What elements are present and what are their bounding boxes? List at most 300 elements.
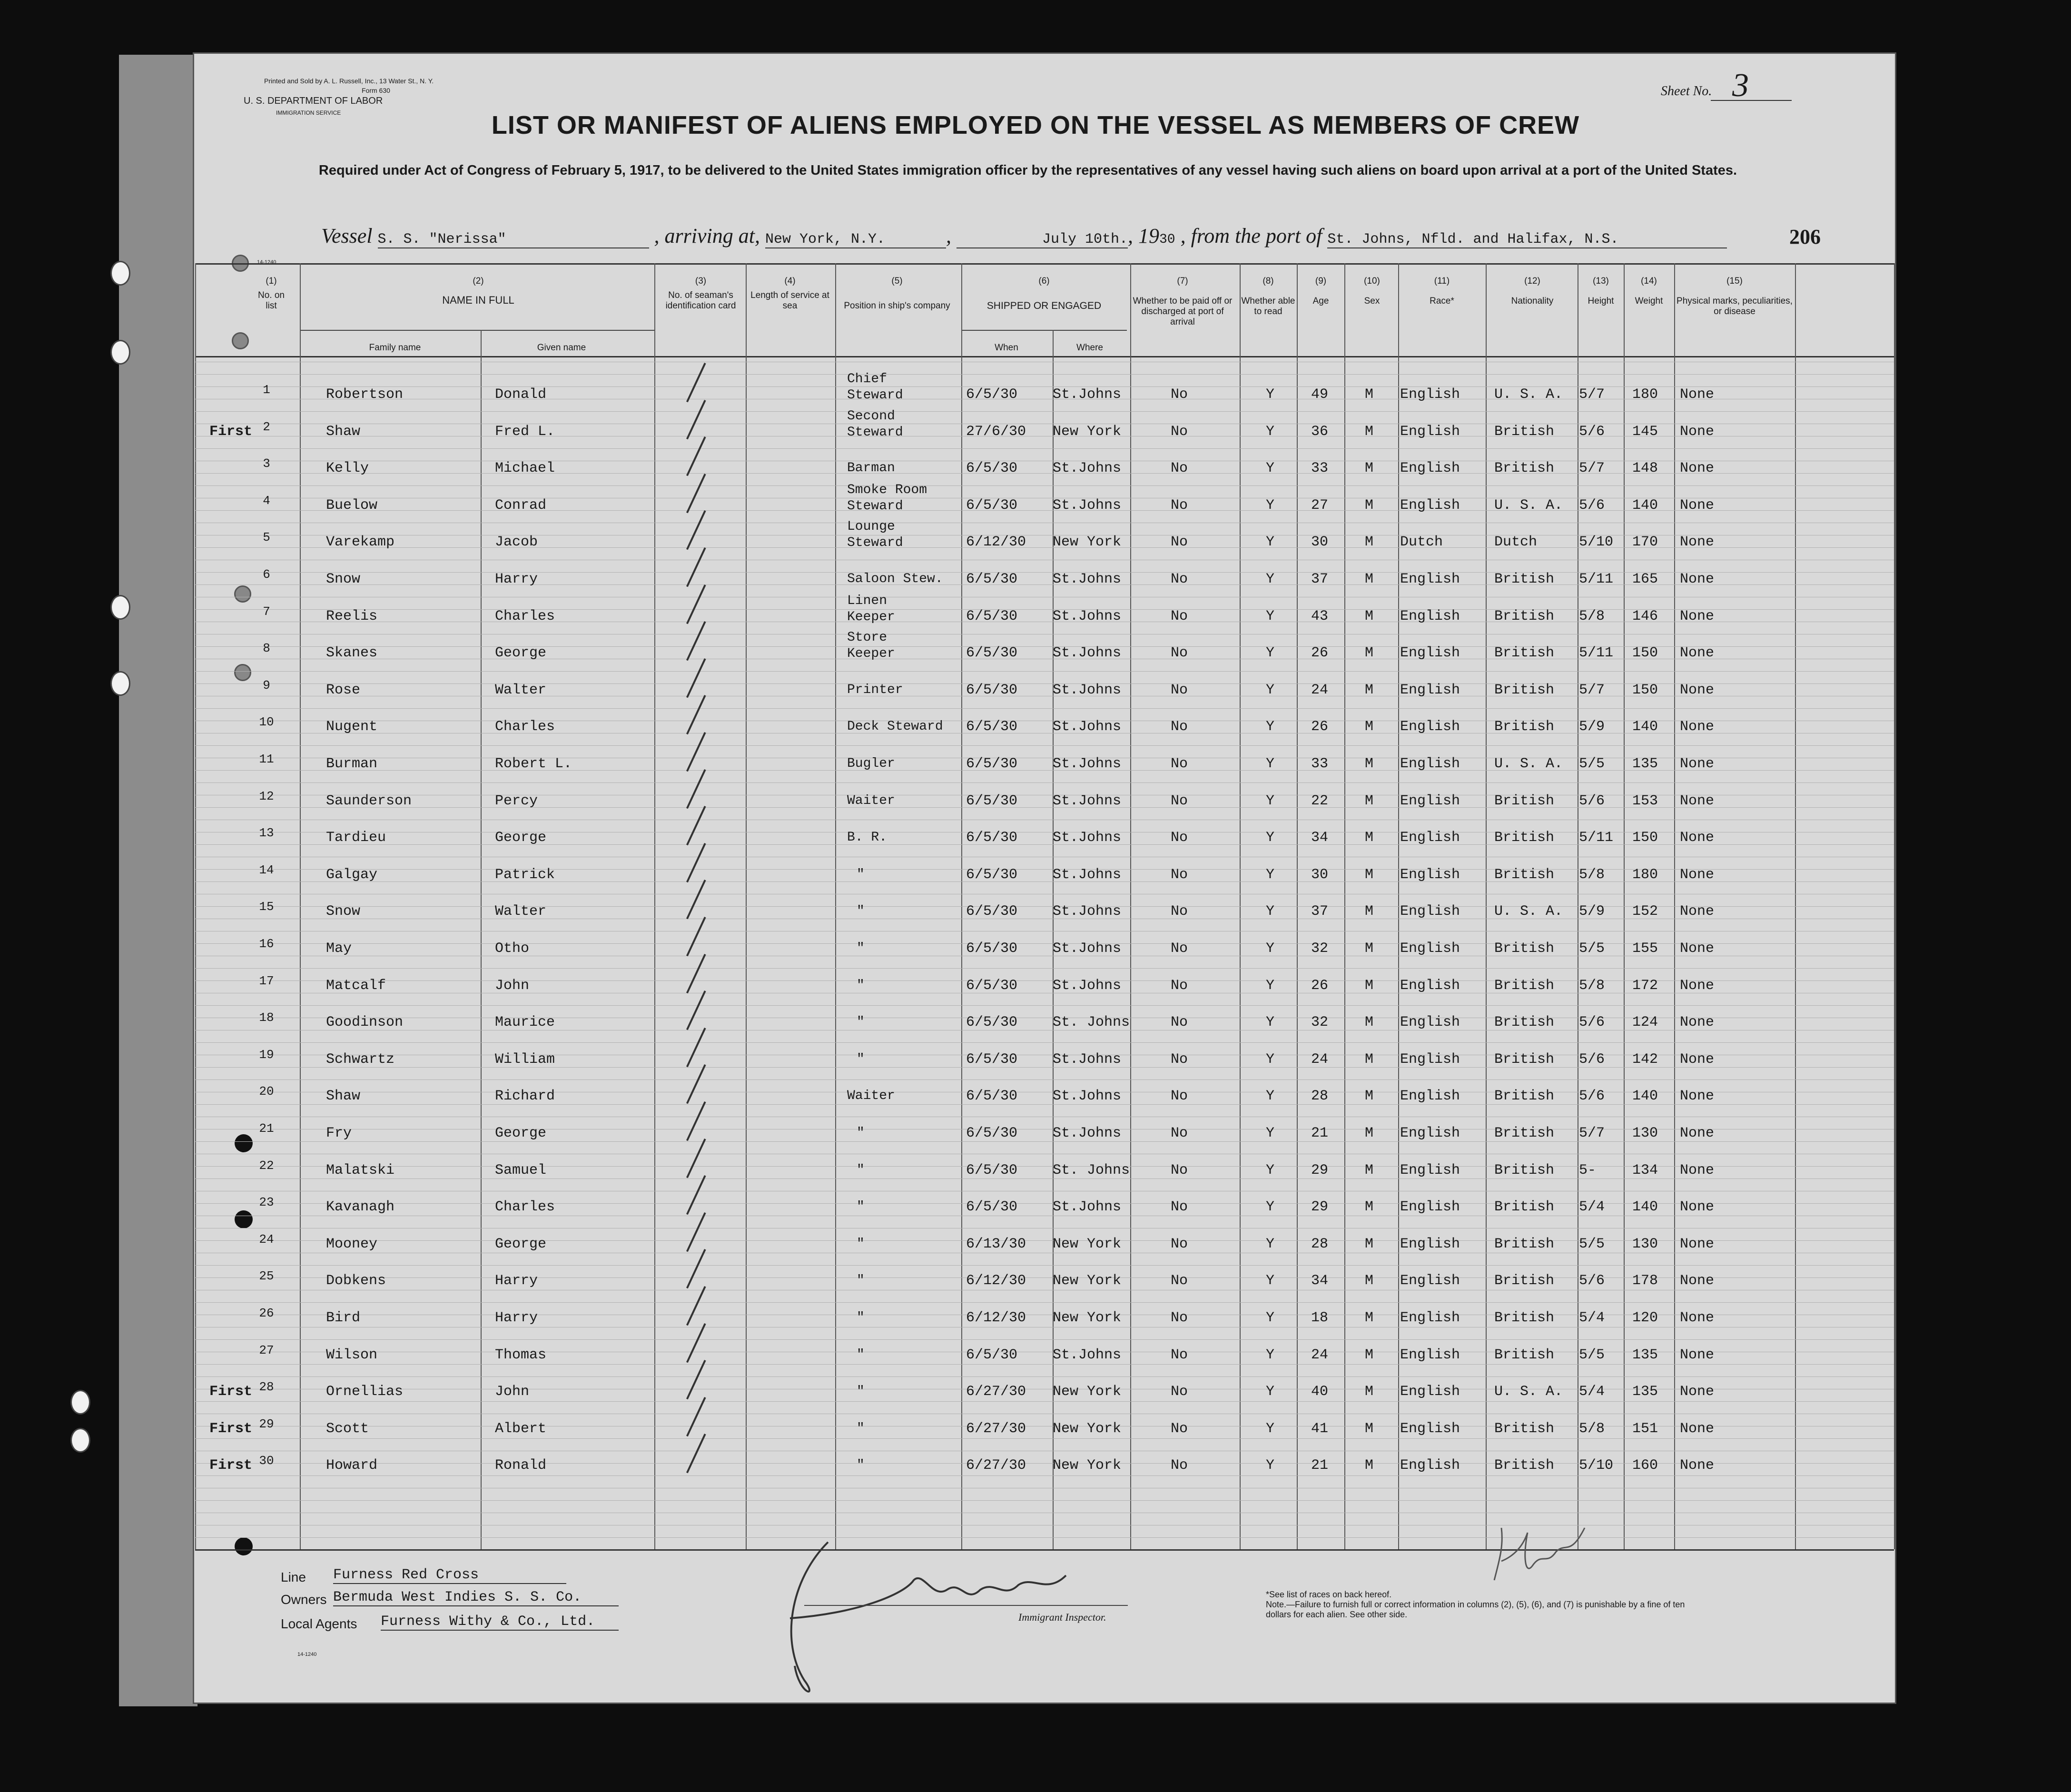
position-in-company: [847, 371, 903, 404]
local-agents-value: Furness Withy & Co., Ltd.: [381, 1614, 619, 1631]
given-name: Harry: [495, 571, 538, 587]
sex: M: [1365, 1420, 1374, 1437]
able-to-read: Y: [1266, 1236, 1275, 1252]
shipped-where: New York: [1053, 1384, 1122, 1400]
nationality: U. S. A.: [1494, 497, 1563, 514]
race: English: [1400, 1236, 1460, 1252]
given-name: Albert: [495, 1420, 547, 1437]
shipped-where: New York: [1053, 1236, 1122, 1252]
physical-marks: None: [1680, 1199, 1715, 1216]
position-in-company: [847, 1199, 865, 1215]
departure-port: St. Johns, Nfld. and Halifax, N.S.: [1327, 231, 1727, 248]
arrival-port: New York, N.Y.: [765, 231, 946, 248]
height: 5/6: [1579, 1273, 1605, 1289]
ruled-line: [195, 708, 1894, 709]
family-name: Buelow: [326, 497, 378, 514]
able-to-read: Y: [1266, 571, 1275, 587]
paid-off: No: [1171, 1273, 1188, 1289]
age: 22: [1311, 792, 1329, 809]
position-in-company: [847, 941, 865, 957]
sex: M: [1365, 682, 1374, 698]
position-in-company: [847, 867, 865, 883]
nationality: British: [1494, 1346, 1555, 1363]
binder-hole: [110, 595, 130, 620]
paid-off: No: [1171, 1051, 1188, 1068]
position-in-company: [847, 756, 895, 772]
race: English: [1400, 1384, 1460, 1400]
race: English: [1400, 830, 1460, 846]
punch-mark: [232, 332, 249, 349]
position-line-2: ": [857, 1015, 865, 1030]
sex: M: [1365, 1236, 1374, 1252]
shipped-when: 6/12/30: [966, 1273, 1026, 1289]
family-name: Nugent: [326, 719, 378, 735]
position-line-2: Bugler: [847, 756, 895, 771]
sheet-number: 3: [1732, 67, 1749, 104]
shipped-where-header: Where: [1076, 343, 1103, 353]
family-name: Dobkens: [326, 1273, 386, 1289]
shipped-where: St.Johns: [1053, 941, 1122, 957]
physical-marks: None: [1680, 534, 1715, 551]
sex: M: [1365, 645, 1374, 662]
paid-off: No: [1171, 941, 1188, 957]
table-header-border: [195, 356, 1894, 357]
row-number: 23: [259, 1195, 274, 1210]
shipped-where: St.Johns: [1053, 1125, 1122, 1141]
nationality: British: [1494, 941, 1555, 957]
age: 24: [1311, 682, 1329, 698]
race: English: [1400, 682, 1460, 698]
given-name: Patrick: [495, 866, 555, 883]
physical-marks: None: [1680, 1236, 1715, 1252]
able-to-read: Y: [1266, 682, 1275, 698]
binder-hole: [110, 340, 130, 365]
shipped-where: St.Johns: [1053, 1051, 1122, 1068]
position-line-2: Deck Steward: [847, 719, 943, 734]
line-value: Furness Red Cross: [333, 1567, 566, 1584]
nationality: British: [1494, 1420, 1555, 1437]
race: English: [1400, 1310, 1460, 1326]
given-name: Charles: [495, 608, 555, 624]
ruled-line: [195, 782, 1894, 783]
weight: 134: [1632, 1162, 1658, 1178]
family-name: Robertson: [326, 386, 404, 403]
height: 5/4: [1579, 1384, 1605, 1400]
position-in-company: [847, 460, 895, 476]
family-name: Kelly: [326, 460, 369, 477]
position-line-1: Smoke Room: [847, 482, 927, 497]
family-name: Malatski: [326, 1162, 395, 1178]
family-name: Snow: [326, 903, 361, 920]
race: English: [1400, 1457, 1460, 1474]
family-name: Rose: [326, 682, 361, 698]
shipped-when: 27/6/30: [966, 423, 1026, 440]
ruled-line: [195, 1438, 1894, 1439]
position-line-2: ": [857, 1162, 865, 1178]
able-to-read: Y: [1266, 1199, 1275, 1216]
physical-marks: None: [1680, 386, 1715, 403]
age: 18: [1311, 1310, 1329, 1326]
shipped-where: St.Johns: [1053, 903, 1122, 920]
vessel-line: Vessel S. S. "Nerissa" , arriving at, New York, N.Y. , July 10th., 1930 , from the port of St. Johns, Nfld. and Halifax, N.S.: [321, 224, 1727, 248]
physical-marks: None: [1680, 903, 1715, 920]
able-to-read: Y: [1266, 1310, 1275, 1326]
col12-header: (12) Nationality: [1511, 276, 1554, 306]
given-name: Donald: [495, 386, 547, 403]
able-to-read: Y: [1266, 497, 1275, 514]
row-number: 29: [259, 1416, 274, 1431]
race: English: [1400, 719, 1460, 735]
able-to-read: Y: [1266, 941, 1275, 957]
given-name: Thomas: [495, 1346, 547, 1363]
ruled-line: [195, 485, 1894, 486]
position-in-company: [847, 793, 895, 809]
sex: M: [1365, 386, 1374, 403]
paid-off: No: [1171, 423, 1188, 440]
given-name: Conrad: [495, 497, 547, 514]
physical-marks: None: [1680, 1014, 1715, 1031]
paid-off: No: [1171, 645, 1188, 662]
position-line-1: Linen: [847, 593, 888, 608]
shipped-when: 6/5/30: [966, 977, 1018, 994]
nationality: British: [1494, 977, 1555, 994]
paid-off: No: [1171, 830, 1188, 846]
age: 21: [1311, 1125, 1329, 1141]
position-in-company: [847, 1457, 865, 1474]
height: 5/5: [1579, 756, 1605, 772]
sex: M: [1365, 571, 1374, 587]
paid-off: No: [1171, 756, 1188, 772]
row-number: 26: [259, 1306, 274, 1320]
age: 21: [1311, 1457, 1329, 1474]
position-in-company: [847, 1088, 895, 1104]
race: English: [1400, 866, 1460, 883]
sex: M: [1365, 1125, 1374, 1141]
footnote: [1266, 1590, 1694, 1620]
position-line-2: Saloon Stew.: [847, 572, 943, 586]
position-in-company: [847, 519, 903, 551]
physical-marks: None: [1680, 423, 1715, 440]
from-label: , from the port of: [1180, 224, 1322, 248]
race: English: [1400, 423, 1460, 440]
given-name: Otho: [495, 941, 530, 957]
col11-header: (11) Race*: [1430, 276, 1454, 306]
position-line-2: ": [857, 978, 865, 993]
age: 26: [1311, 645, 1329, 662]
shipped-when: 6/27/30: [966, 1420, 1026, 1437]
nationality: British: [1494, 1273, 1555, 1289]
department-name: U. S. DEPARTMENT OF LABOR: [244, 96, 383, 106]
height: 5/7: [1579, 386, 1605, 403]
height: 5/6: [1579, 1051, 1605, 1068]
able-to-read: Y: [1266, 1457, 1275, 1474]
weight: 135: [1632, 756, 1658, 772]
family-name: Saunderson: [326, 792, 412, 809]
shipped-when: 6/5/30: [966, 903, 1018, 920]
position-line-2: ": [857, 1310, 865, 1325]
position-line-2: ": [857, 1458, 865, 1473]
given-name: Robert L.: [495, 756, 572, 772]
age: 43: [1311, 608, 1329, 624]
weight: 145: [1632, 423, 1658, 440]
shipped-when: 6/5/30: [966, 497, 1018, 514]
row-number: 6: [263, 567, 270, 582]
paid-off: No: [1171, 903, 1188, 920]
shipped-where: St.Johns: [1053, 1088, 1122, 1105]
age: 26: [1311, 977, 1329, 994]
able-to-read: Y: [1266, 460, 1275, 477]
sex: M: [1365, 756, 1374, 772]
weight: 160: [1632, 1457, 1658, 1474]
row-number: 10: [259, 715, 274, 730]
form-number: Form 630: [362, 87, 390, 94]
height: 5/9: [1579, 903, 1605, 920]
ruled-line: [195, 1141, 1894, 1142]
row-number: 4: [263, 493, 270, 508]
weight: 146: [1632, 608, 1658, 624]
ruled-line: [195, 1079, 1894, 1080]
nationality: British: [1494, 1199, 1555, 1216]
nationality: British: [1494, 830, 1555, 846]
nationality: British: [1494, 645, 1555, 662]
height: 5/6: [1579, 1088, 1605, 1105]
shipped-when: 6/5/30: [966, 645, 1018, 662]
shipped-when: 6/5/30: [966, 719, 1018, 735]
margin-note: First: [209, 1420, 253, 1437]
ruled-line: [195, 411, 1894, 412]
shipped-where: St.Johns: [1053, 1199, 1122, 1216]
physical-marks: None: [1680, 719, 1715, 735]
nationality: U. S. A.: [1494, 756, 1563, 772]
nationality: British: [1494, 1051, 1555, 1068]
able-to-read: Y: [1266, 1384, 1275, 1400]
ruled-line: [195, 968, 1894, 969]
family-name: Tardieu: [326, 830, 386, 846]
family-name: Goodinson: [326, 1014, 404, 1031]
physical-marks: None: [1680, 866, 1715, 883]
physical-marks: None: [1680, 1088, 1715, 1105]
year-suffix: 30: [1159, 232, 1175, 247]
column-rule: [481, 330, 482, 1549]
paid-off: No: [1171, 1420, 1188, 1437]
family-name: May: [326, 941, 352, 957]
page-stamp-number: 206: [1789, 225, 1821, 248]
shipped-when: 6/5/30: [966, 756, 1018, 772]
position-in-company: [847, 719, 943, 735]
height: 5/11: [1579, 645, 1614, 662]
position-line-2: ": [857, 1236, 865, 1251]
paid-off: No: [1171, 792, 1188, 809]
paid-off: No: [1171, 1384, 1188, 1400]
able-to-read: Y: [1266, 386, 1275, 403]
physical-marks: None: [1680, 682, 1715, 698]
physical-marks: None: [1680, 1420, 1715, 1437]
ruled-line: [195, 671, 1894, 672]
shipped-where: New York: [1053, 1310, 1122, 1326]
position-in-company: [847, 682, 903, 698]
age: 34: [1311, 830, 1329, 846]
race: English: [1400, 1162, 1460, 1178]
ruled-line: [195, 1500, 1894, 1501]
sex: M: [1365, 1088, 1374, 1105]
nationality: British: [1494, 571, 1555, 587]
height: 5/8: [1579, 1420, 1605, 1437]
age: 26: [1311, 719, 1329, 735]
weight: 142: [1632, 1051, 1658, 1068]
row-number: 3: [263, 456, 270, 471]
able-to-read: Y: [1266, 1162, 1275, 1178]
position-line-2: ": [857, 941, 865, 956]
physical-marks: None: [1680, 1051, 1715, 1068]
family-name-header: Family name: [369, 343, 421, 353]
nationality: British: [1494, 682, 1555, 698]
ruled-line: [195, 1178, 1894, 1179]
height: 5/7: [1579, 1125, 1605, 1141]
sheet-underline: [1711, 100, 1792, 101]
sex: M: [1365, 830, 1374, 846]
nationality: U. S. A.: [1494, 386, 1563, 403]
position-in-company: [847, 1273, 865, 1289]
given-name: Harry: [495, 1273, 538, 1289]
row-number: 25: [259, 1269, 274, 1284]
physical-marks: None: [1680, 1384, 1715, 1400]
physical-marks: None: [1680, 756, 1715, 772]
family-name: Kavanagh: [326, 1199, 395, 1216]
height: 5/8: [1579, 608, 1605, 624]
paid-off: No: [1171, 1346, 1188, 1363]
weight: 151: [1632, 1420, 1658, 1437]
shipped-subheader-rule: [961, 330, 1127, 331]
race: English: [1400, 1273, 1460, 1289]
family-name: Wilson: [326, 1346, 378, 1363]
row-number: 11: [259, 752, 274, 766]
nationality: British: [1494, 1125, 1555, 1141]
vessel-name: S. S. "Nerissa": [378, 231, 649, 248]
physical-marks: None: [1680, 497, 1715, 514]
shipped-where: New York: [1053, 423, 1122, 440]
nationality: British: [1494, 1457, 1555, 1474]
position-line-2: Keeper: [847, 646, 895, 662]
height: 5/10: [1579, 534, 1614, 551]
position-in-company: [847, 1310, 865, 1326]
position-in-company: [847, 593, 895, 625]
punch-mark: [235, 1134, 253, 1152]
row-number: 1: [263, 383, 270, 397]
weight: 140: [1632, 497, 1658, 514]
ruled-line: [195, 1005, 1894, 1006]
position-line-2: ": [857, 904, 865, 919]
nationality: British: [1494, 1310, 1555, 1326]
given-name: Charles: [495, 1199, 555, 1216]
able-to-read: Y: [1266, 423, 1275, 440]
shipped-when: 6/5/30: [966, 1051, 1018, 1068]
year-prefix: 19: [1138, 224, 1159, 248]
weight: 170: [1632, 534, 1658, 551]
paid-off: No: [1171, 386, 1188, 403]
shipped-where: New York: [1053, 1457, 1122, 1474]
sex: M: [1365, 1051, 1374, 1068]
weight: 150: [1632, 682, 1658, 698]
race: English: [1400, 1051, 1460, 1068]
shipped-when: 6/5/30: [966, 1162, 1018, 1178]
shipped-when: 6/5/30: [966, 830, 1018, 846]
age: 34: [1311, 1273, 1329, 1289]
age: 24: [1311, 1346, 1329, 1363]
table-top-border: [195, 263, 1894, 265]
weight: 135: [1632, 1346, 1658, 1363]
shipped-where: St.Johns: [1053, 645, 1122, 662]
paid-off: No: [1171, 977, 1188, 994]
given-name: Maurice: [495, 1014, 555, 1031]
family-name: Galgay: [326, 866, 378, 883]
able-to-read: Y: [1266, 608, 1275, 624]
shipped-when: 6/5/30: [966, 460, 1018, 477]
col9-header: (9) Age: [1312, 276, 1329, 306]
able-to-read: Y: [1266, 1125, 1275, 1141]
given-name: Richard: [495, 1088, 555, 1105]
position-line-2: Keeper: [847, 609, 895, 624]
weight: 140: [1632, 1088, 1658, 1105]
sex: M: [1365, 1273, 1374, 1289]
sex: M: [1365, 1457, 1374, 1474]
race: English: [1400, 1346, 1460, 1363]
family-name: Varekamp: [326, 534, 395, 551]
able-to-read: Y: [1266, 645, 1275, 662]
given-name: Walter: [495, 903, 547, 920]
shipped-when: 6/27/30: [966, 1457, 1026, 1474]
age: 33: [1311, 460, 1329, 477]
race: English: [1400, 792, 1460, 809]
race: English: [1400, 941, 1460, 957]
local-agents-label: Local Agents: [281, 1616, 357, 1631]
position-in-company: [847, 1051, 865, 1068]
shipped-where: St. Johns: [1053, 1014, 1130, 1031]
position-in-company: [847, 903, 865, 920]
paid-off: No: [1171, 719, 1188, 735]
col2-header: (2) NAME IN FULL: [442, 276, 514, 306]
age: 33: [1311, 756, 1329, 772]
paid-off: No: [1171, 1457, 1188, 1474]
vessel-label: Vessel: [321, 224, 373, 248]
column-rule: [1894, 263, 1895, 1549]
shipped-where: St.Johns: [1053, 830, 1122, 846]
position-in-company: [847, 1347, 865, 1363]
race: English: [1400, 1420, 1460, 1437]
position-line-2: ": [857, 1347, 865, 1362]
col10-header: (10) Sex: [1364, 276, 1380, 306]
nationality: British: [1494, 1014, 1555, 1031]
family-name: Schwartz: [326, 1051, 395, 1068]
height: 5/7: [1579, 460, 1605, 477]
sheet-label: Sheet No.: [1661, 84, 1712, 99]
form-code: 14-1240: [257, 259, 276, 265]
able-to-read: Y: [1266, 1273, 1275, 1289]
height: 5/11: [1579, 571, 1614, 587]
row-number: 16: [259, 937, 274, 951]
binder-hole: [110, 261, 130, 286]
page-title: LIST OR MANIFEST OF ALIENS EMPLOYED ON THE VESSEL AS MEMBERS OF CREW: [491, 111, 1580, 139]
shipped-where: St.Johns: [1053, 792, 1122, 809]
given-name: Walter: [495, 682, 547, 698]
family-name: Fry: [326, 1125, 352, 1141]
position-in-company: [847, 482, 927, 515]
given-name: Fred L.: [495, 423, 555, 440]
family-name: Howard: [326, 1457, 378, 1474]
shipped-where: St. Johns: [1053, 1162, 1130, 1178]
ruled-line: [195, 448, 1894, 449]
nationality: British: [1494, 1236, 1555, 1252]
height: 5/5: [1579, 1236, 1605, 1252]
